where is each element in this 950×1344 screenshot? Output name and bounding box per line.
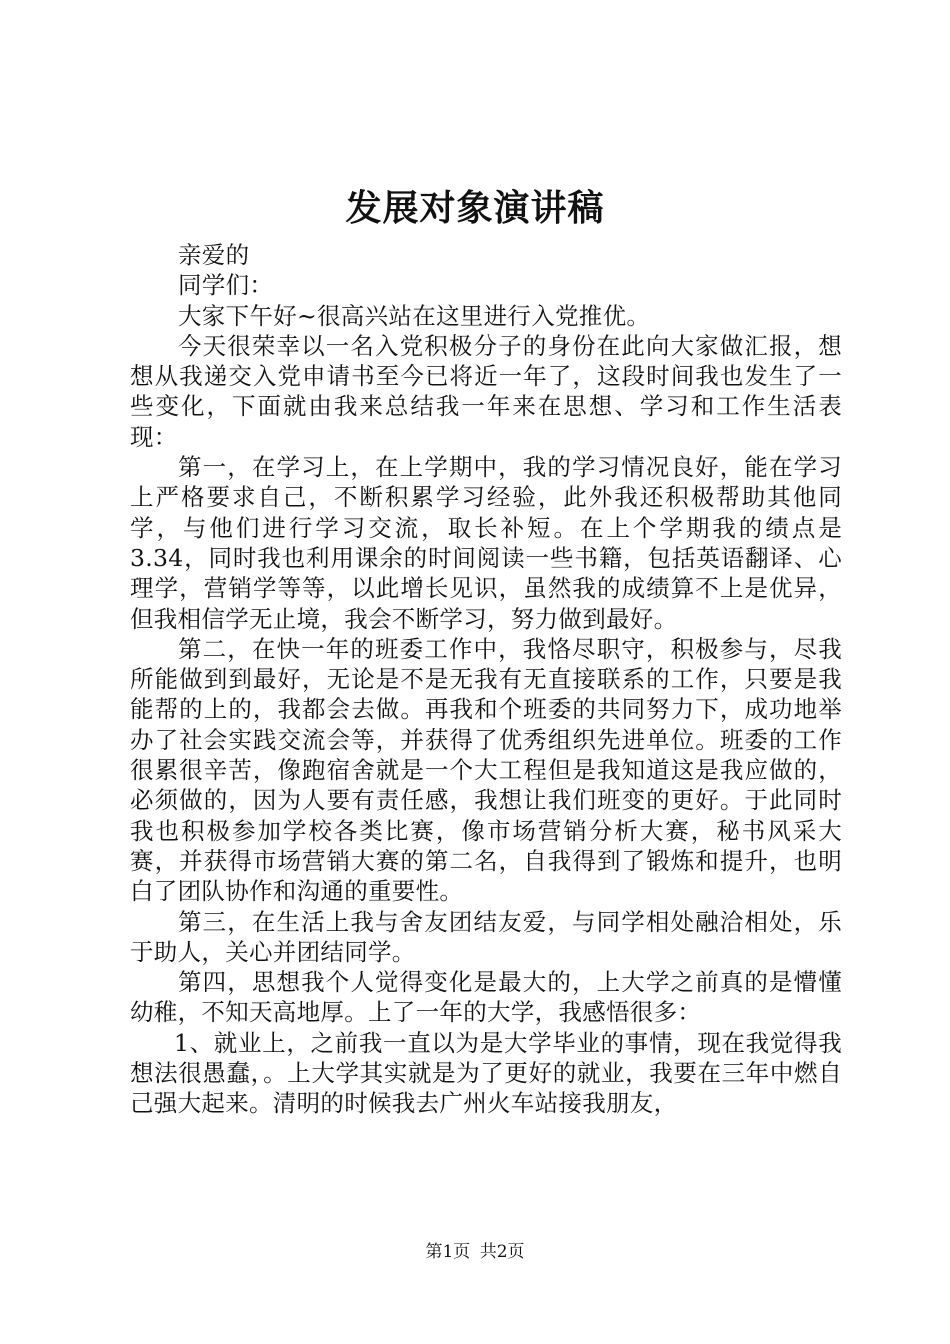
document-body [130,240,842,1119]
page-total: 共2页 [479,1242,525,1262]
page-title: 发展对象演讲稿 [345,187,605,229]
page-footer [0,1240,950,1264]
employment-paragraph: 1、就业上，之前我一直以为是大学毕业的事情，现在我觉得我想法很愚蠢，。上大学其实就是为了更好的就业，我要在三年中燃自己强大起来。清明的时候我去广州火车站接我朋友， [130,1028,842,1118]
greeting-paragraph: 大家下午好~很高兴站在这里进行入党推优。 [178,301,651,330]
life-paragraph: 第三，在生活上我与舍友团结友爱，与同学相处融洽相处，乐于助人，关心并团结同学。 [130,907,842,966]
salutation-line-1: 亲爱的 [178,241,250,269]
intro-paragraph: 今天很荣幸以一名入党积极分子的身份在此向大家做汇报，想想从我递交入党申请书至今已将近一年了，这段时间我也发生了一些变化，下面就由我来总结我一年来在思想、学习和工作生活表现： [130,331,842,451]
thought-paragraph: 第四，思想我个人觉得变化是最大的，上大学之前真的是懵懂幼稚，不知天高地厚。上了一年的大学，我感悟很多： [130,968,842,1027]
salutation-line-2: 同学们： [178,271,274,300]
class-committee-paragraph: 第二，在快一年的班委工作中，我恪尽职守，积极参与，尽我所能做到到最好，无论是不是无我有无直接联系的工作，只要是我能帮的上的，我都会去做。再我和个班委的共同努力下，成功地举办了社会实践交流会等，并获得了优秀组织先进单位。班委的工作很累很辛苦，像跑宿舍就是一个大工程但是我知道这是我应做的，必须做的，因为人要有责任感，我想让我们班变的更好。于此同时我也积极参加学校各类比赛，像市场营销分析大赛，秘书风采大赛，并获得市场营销大赛的第二名，自我得到了锻炼和提升，也明白了团队协作和沟通的重要性。 [130,634,842,906]
study-paragraph: 第一，在学习上，在上学期中，我的学习情况良好，能在学习上严格要求自己，不断积累学习经验，此外我还积极帮助其他同学，与他们进行学习交流，取长补短。在上个学期我的绩点是3.34，同时我也利用课余的时间阅读一些书籍，包括英语翻译、心理学，营销学等等，以此增长见识，虽然我的成绩算不上是优异，但我相信学无止境，我会不断学习，努力做到最好。 [130,453,842,633]
page-number: 第1页 [425,1242,471,1262]
